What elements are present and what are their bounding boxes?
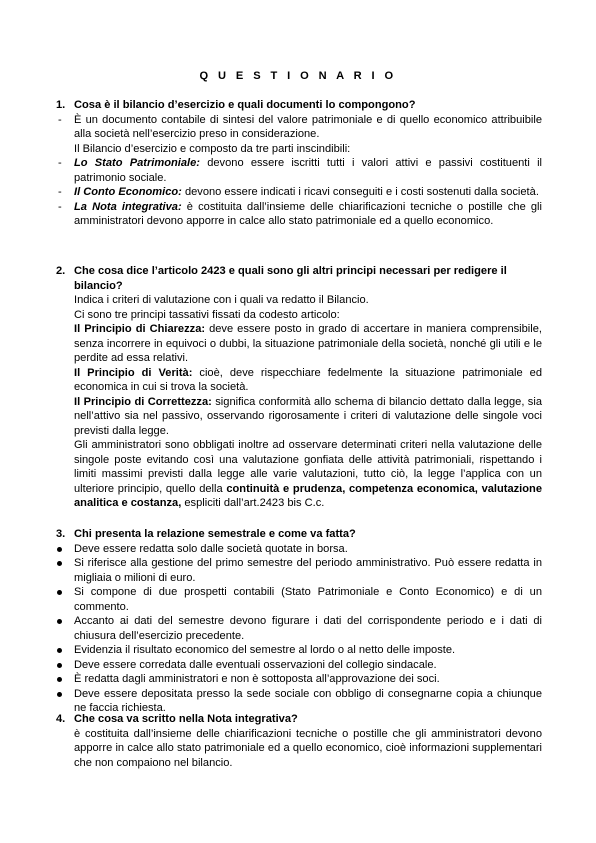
bullet-text: Deve essere corredata dalle eventuali osservazioni del collegio sindacale. — [74, 658, 437, 671]
principle-paragraph — [56, 322, 542, 366]
question-3-heading — [56, 527, 542, 542]
principle-paragraph — [56, 366, 542, 395]
bullet-item — [56, 672, 542, 687]
bullet-icon — [57, 590, 62, 595]
principle-paragraph — [56, 395, 542, 439]
answer-text: devono essere iscritti tutti i valori attivi e passivi costituenti il patrimonio sociale. — [74, 157, 542, 184]
answer-item — [56, 200, 542, 229]
term-label: La Nota integrativa: — [74, 200, 182, 213]
question-4 — [56, 712, 542, 770]
principle-text: cioè, deve rispecchiare fedelmente la situazione patrimoniale ed economica in cui si trova la società. — [74, 366, 542, 393]
dash-marker: - — [58, 186, 62, 198]
bullet-icon — [57, 561, 62, 566]
bullet-icon — [57, 663, 62, 668]
question-text: Che cosa va scritto nella Nota integrativa? — [74, 713, 298, 725]
bold-principles: continuità e prudenza, competenza economica, valutazione analitica e costanza, — [74, 482, 542, 509]
question-text: Chi presenta la relazione semestrale e come va fatta? — [74, 528, 356, 540]
question-number: 3. — [56, 528, 66, 540]
term-label: Il Conto Economico: — [74, 186, 182, 198]
bullet-icon — [57, 648, 62, 653]
bullet-item — [56, 585, 542, 614]
answer-text: devono essere indicati i ricavi conseguiti e i costi sostenuti dalla società. — [181, 186, 539, 198]
bullet-item — [56, 556, 542, 585]
dash-marker: - — [58, 200, 62, 213]
question-number: 4. — [56, 713, 66, 725]
bullet-text: Si riferisce alla gestione del primo semestre del periodo amministrativo. Può essere redatta in migliaia o milioni di euro. — [74, 557, 542, 584]
bullet-item — [56, 658, 542, 673]
bullet-icon — [57, 677, 62, 682]
bullet-item — [56, 542, 542, 557]
answer-text: espliciti dall’art.2423 bis C.c. — [181, 497, 325, 509]
principle-label: Il Principio di Correttezza: — [74, 395, 212, 408]
answer-paragraph: Indica i criteri di valutazione con i quali va redatto il Bilancio. — [74, 294, 369, 306]
principle-text: deve essere posto in grado di accertare in maniera comprensibile, senza incorrere in equivoci o dubbi, la situazione patrimoniale della società, nonché gli utili e le perdite ad essa relativi. — [74, 323, 542, 364]
bullet-icon — [57, 692, 62, 697]
answer-text: È un documento contabile di sintesi del valore patrimoniale e di quello economico attribuibile alla società nell’esercizio preso in considerazione. — [74, 113, 542, 140]
principle-text: significa conformità allo schema di bilancio dettato dalla legge, sia nell’attivo sia nel passivo, osservando rigorosamente i criteri di valutazione delle singole voci previsti dalla legge. — [74, 395, 542, 437]
question-1 — [56, 98, 542, 229]
question-2 — [56, 264, 542, 511]
answer-item — [56, 185, 542, 200]
dash-marker: - — [58, 157, 62, 169]
bullet-text: Deve essere redatta solo dalle società quotate in borsa. — [74, 542, 348, 555]
bullet-text: Evidenzia il risultato economico del semestre al lordo o al netto delle imposte. — [74, 644, 456, 656]
page-title: Q U E S T I O N A R I O — [199, 70, 397, 82]
bullet-text: Accanto ai dati del semestre devono figurare i dati del corrispondente periodo e i dati di chiusura dell’esercizio precedente. — [74, 615, 542, 642]
answer-text: è costituita dall’insieme delle chiarificazioni tecniche o postille che gli amministratori devono apporre in calce allo stato patrimoniale ed a quello economico. — [74, 200, 542, 227]
answer-paragraph — [56, 438, 542, 511]
bullet-icon — [57, 619, 62, 624]
answer-text: Gli amministratori sono obbligati inoltre ad osservare determinati criteri nella valutazione delle singole poste evitando così una valutazione gonfiata delle attività patrimoniali, rispettando i limiti massimi previsti dalla legge alle varie valutazioni, tutto ciò, la legge l’applica con un ulteriore principio, quello della — [74, 439, 542, 495]
question-number: 1. — [56, 99, 66, 111]
question-4-heading — [56, 712, 542, 727]
question-1-heading — [56, 98, 542, 113]
question-2-heading — [56, 264, 542, 293]
answer-text: Il Bilancio d’esercizio e composto da tre parti inscindibili: — [74, 142, 351, 155]
answer-item — [56, 156, 542, 185]
dash-marker: - — [58, 113, 62, 126]
answer-paragraph: è costituita dall’insieme delle chiarificazioni tecniche o postille che gli amministratori devono apporre in calce allo stato patrimoniale ed a quello economico, cioè informazioni supplementari che non compaiono nel bilancio. — [74, 727, 542, 769]
principle-label: Il Principio di Verità: — [74, 366, 193, 379]
bullet-item — [56, 643, 542, 658]
bullet-text: È redatta dagli amministratori e non è sottoposta all’approvazione dei soci. — [74, 673, 440, 685]
question-text: Cosa è il bilancio d’esercizio e quali documenti lo compongono? — [74, 99, 416, 111]
question-number: 2. — [56, 265, 66, 277]
answer-paragraph: Ci sono tre principi tassativi fissati da codesto articolo: — [74, 308, 340, 321]
answer-item — [56, 113, 542, 157]
bullet-item — [56, 614, 542, 643]
term-label: Lo Stato Patrimoniale: — [74, 157, 200, 169]
principle-label: Il Principio di Chiarezza: — [74, 323, 206, 335]
question-text: Che cosa dice l’articolo 2423 e quali sono gli altri principi necessari per redigere il bilancio? — [74, 265, 507, 292]
question-3 — [56, 527, 542, 716]
bullet-text: Si compone di due prospetti contabili (Stato Patrimoniale e Conto Economico) e di un commento. — [74, 586, 542, 613]
bullet-text: Deve essere depositata presso la sede sociale con obbligo di consegnarne copia a chiunque ne faccia richiesta. — [74, 687, 542, 714]
bullet-icon — [57, 547, 62, 552]
